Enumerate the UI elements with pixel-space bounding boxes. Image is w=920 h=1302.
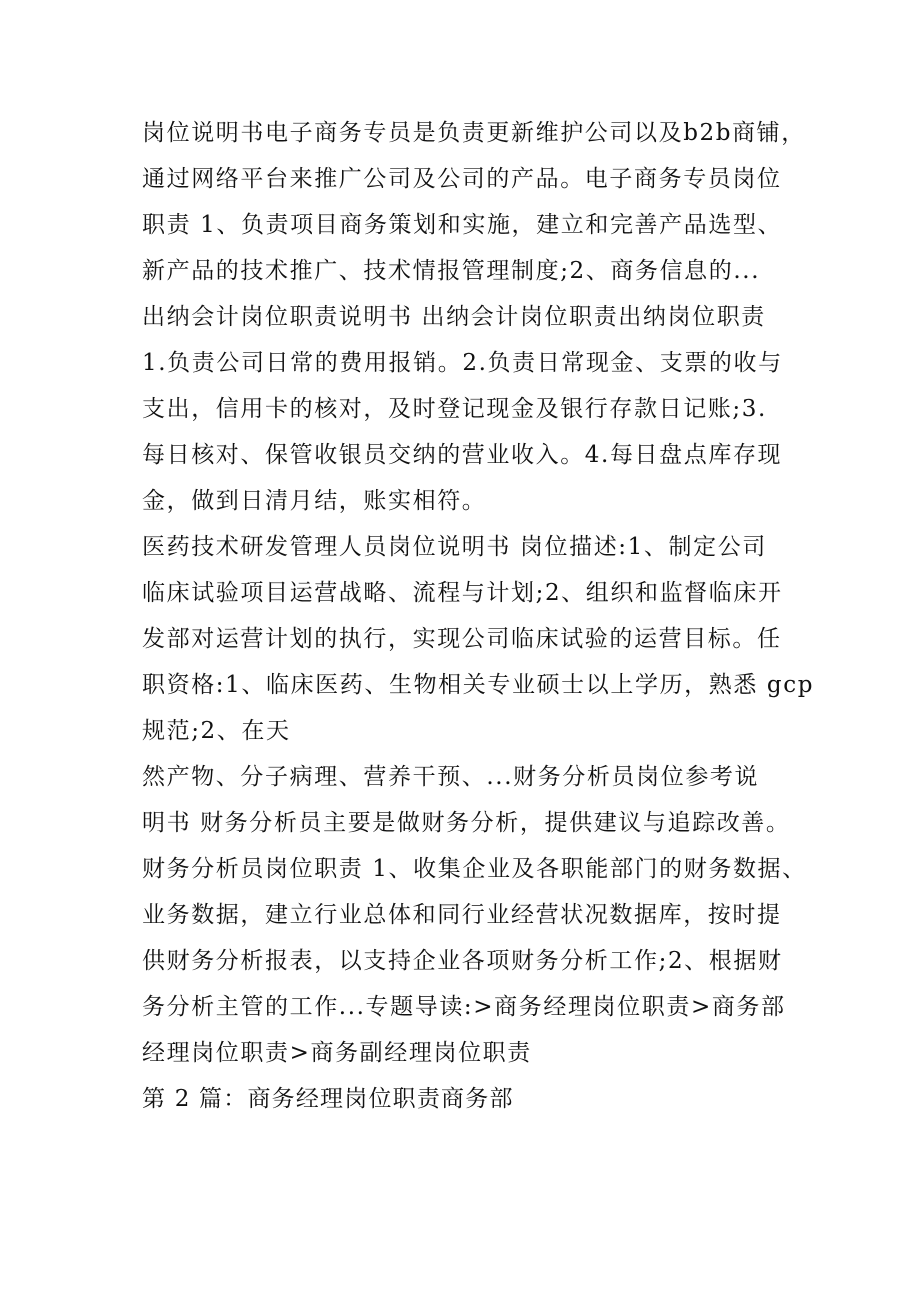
text-line-12: 发部对运营计划的执行，实现公司临床试验的运营目标。任 (142, 626, 782, 652)
text-line-7: 支出，信用卡的核对，及时登记现金及银行存款日记账;3. (142, 396, 767, 422)
text-line-13: 职资格:1、临床医药、生物相关专业硕士以上学历，熟悉 gcp (142, 672, 815, 698)
text-line-17: 财务分析员岗位职责 1、收集企业及各职能部门的财务数据、 (142, 856, 807, 882)
text-line-20: 务分析主管的工作...专题导读:>商务经理岗位职责>商务部 (142, 994, 786, 1020)
text-line-15: 然产物、分子病理、营养干预、...财务分析员岗位参考说 (142, 764, 760, 790)
text-line-19: 供财务分析报表，以支持企业各项财务分析工作;2、根据财 (142, 948, 783, 974)
text-line-4: 新产品的技术推广、技术情报管理制度;2、商务信息的... (142, 258, 761, 284)
text-line-8: 每日核对、保管收银员交纳的营业收入。4.每日盘点库存现 (142, 442, 783, 468)
section-heading: 第 2 篇：商务经理岗位职责商务部 (142, 1086, 514, 1112)
text-line-3: 职责 1、负责项目商务策划和实施，建立和完善产品选型、 (142, 212, 783, 238)
text-line-16: 明书 财务分析员主要是做财务分析，提供建议与追踪改善。 (142, 810, 791, 836)
text-line-11: 临床试验项目运营战略、流程与计划;2、组织和监督临床开 (142, 580, 783, 606)
text-line-21: 经理岗位职责>商务副经理岗位职责 (142, 1040, 532, 1066)
text-line-9: 金，做到日清月结，账实相符。 (142, 488, 487, 514)
text-line-1: 岗位说明书电子商务专员是负责更新维护公司以及b2b商铺， (142, 120, 806, 146)
text-line-10: 医药技术研发管理人员岗位说明书 岗位描述:1、制定公司 (142, 534, 767, 560)
text-line-2: 通过网络平台来推广公司及公司的产品。电子商务专员岗位 (142, 166, 782, 192)
text-line-5: 出纳会计岗位职责说明书 出纳会计岗位职责出纳岗位职责 (142, 304, 766, 330)
document-body (142, 110, 822, 1122)
text-line-6: 1.负责公司日常的费用报销。2.负责日常现金、支票的收与 (142, 350, 783, 376)
text-line-14: 规范;2、在天 (142, 718, 291, 744)
text-line-18: 业务数据，建立行业总体和同行业经营状况数据库，按时提 (142, 902, 782, 928)
